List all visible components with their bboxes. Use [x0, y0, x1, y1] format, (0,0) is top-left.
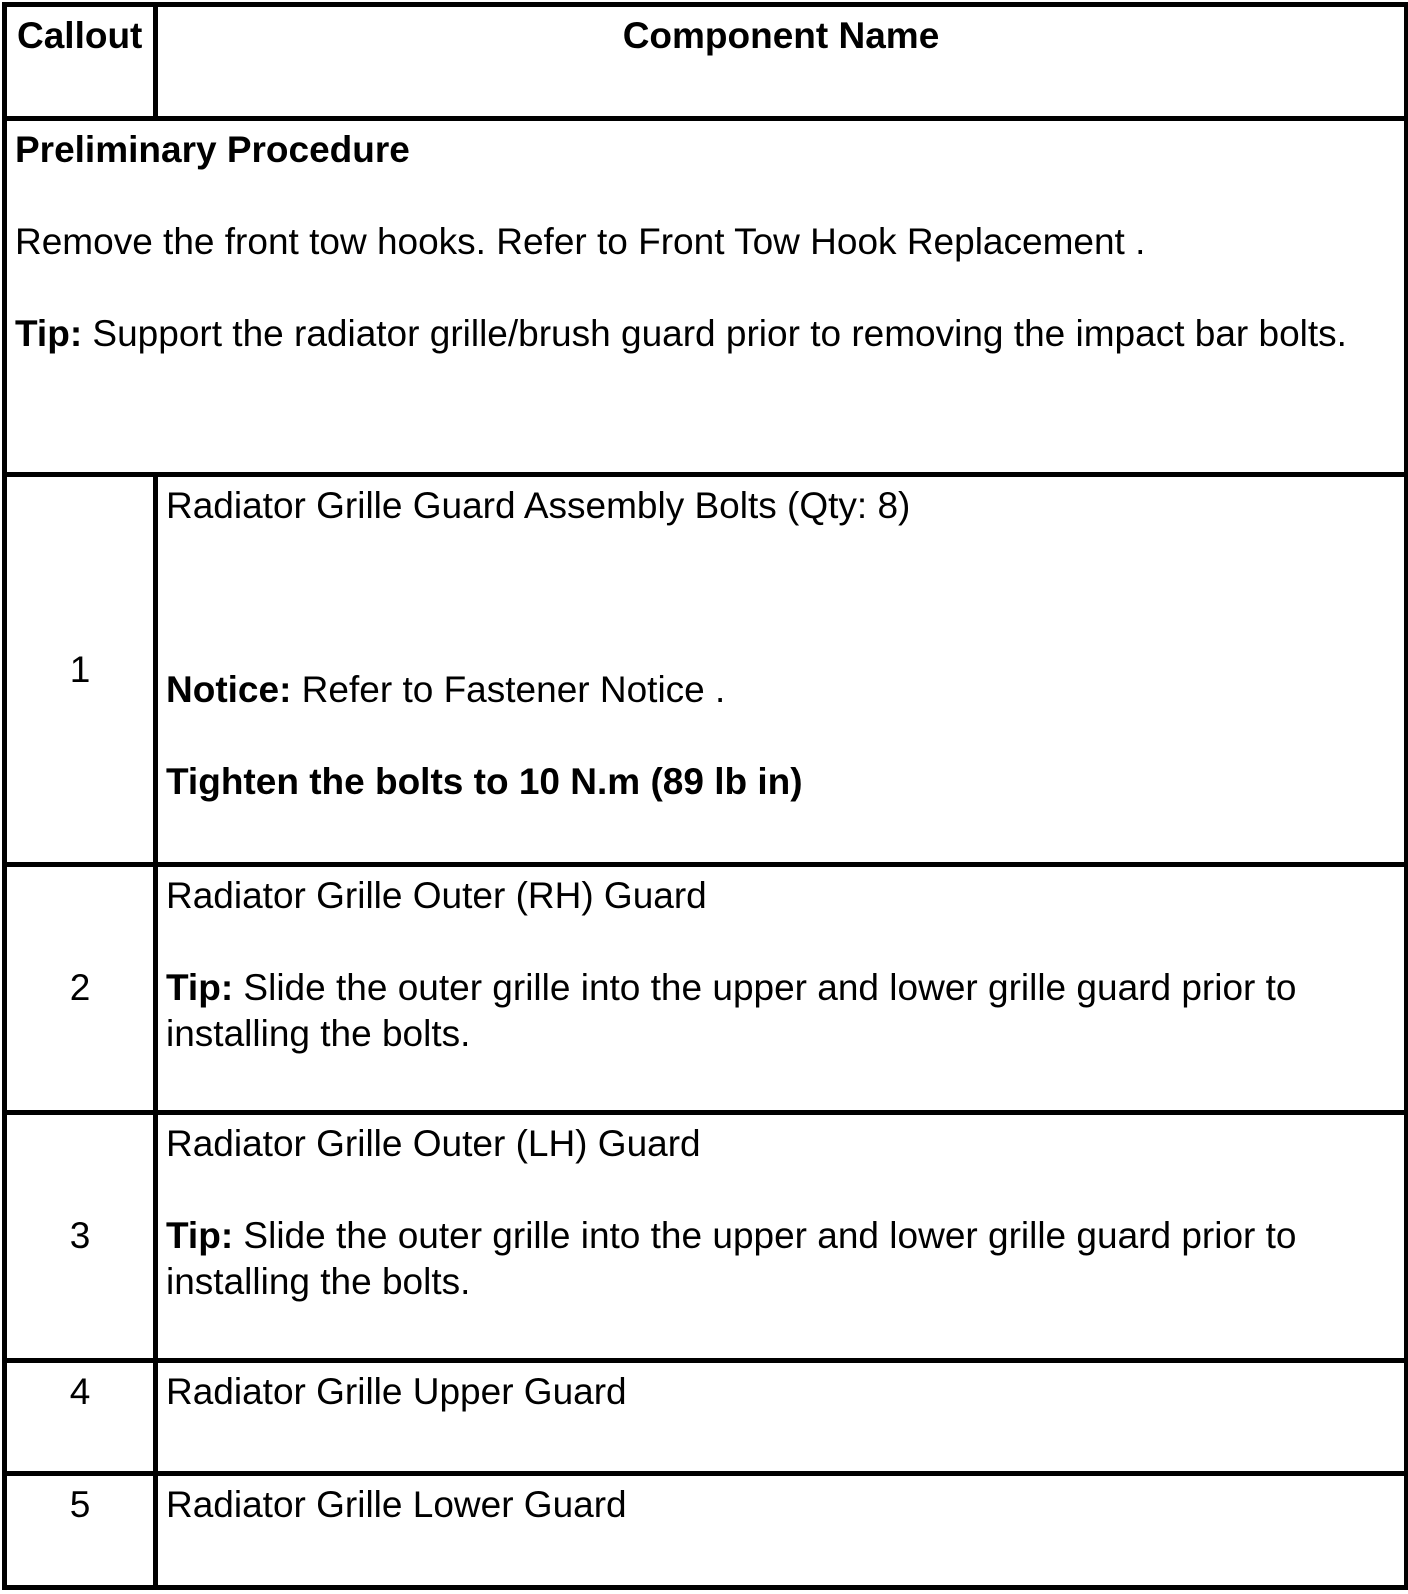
callout-number: 1 [5, 475, 156, 865]
component-name: Radiator Grille Guard Assembly Bolts (Qty: 8) [166, 485, 911, 527]
preliminary-title: Preliminary Procedure [15, 128, 410, 170]
tip-text: Support the radiator grille/brush guard prior to removing the impact bar bolts. [82, 312, 1347, 354]
notice-text: Refer to Fastener Notice . [291, 669, 726, 711]
tip-text: Slide the outer grille into the upper and lower grille guard prior to installing the bolts. [166, 967, 1297, 1055]
table-row [5, 1112, 1407, 1360]
component-name: Radiator Grille Upper Guard [166, 1370, 627, 1412]
tip [166, 1213, 1396, 1305]
component-name: Radiator Grille Outer (RH) Guard [166, 875, 707, 917]
preliminary-step: Remove the front tow hooks. Refer to Front Tow Hook Replacement . [15, 220, 1146, 262]
table-row [5, 1474, 1407, 1588]
notice-label: Notice: [166, 669, 292, 711]
tip-text: Slide the outer grille into the upper and lower grille guard prior to installing the bolts. [166, 1214, 1297, 1302]
header-component-name: Component Name [156, 5, 1407, 119]
table-row [5, 1360, 1407, 1474]
component-name: Radiator Grille Outer (LH) Guard [166, 1122, 701, 1164]
component-cell [156, 1474, 1407, 1588]
component-table [2, 2, 1408, 1590]
callout-number: 2 [5, 865, 156, 1113]
component-cell [156, 865, 1407, 1113]
torque-spec: Tighten the bolts to 10 N.m (89 lb in) [166, 761, 803, 803]
callout-number: 4 [5, 1360, 156, 1474]
component-cell [156, 1112, 1407, 1360]
preliminary-cell [5, 118, 1407, 474]
table-header-row [5, 5, 1407, 119]
callout-number: 5 [5, 1474, 156, 1588]
tip [166, 965, 1396, 1057]
preliminary-row [5, 118, 1407, 474]
tip-label: Tip: [166, 1214, 234, 1256]
notice [166, 667, 1396, 713]
callout-number: 3 [5, 1112, 156, 1360]
table-row [5, 865, 1407, 1113]
tip-label: Tip: [166, 967, 234, 1009]
header-callout: Callout [5, 5, 156, 119]
component-cell [156, 475, 1407, 865]
component-cell [156, 1360, 1407, 1474]
component-name: Radiator Grille Lower Guard [166, 1484, 627, 1526]
tip-label: Tip: [15, 312, 83, 354]
preliminary-tip [15, 311, 1396, 357]
table-row [5, 475, 1407, 865]
